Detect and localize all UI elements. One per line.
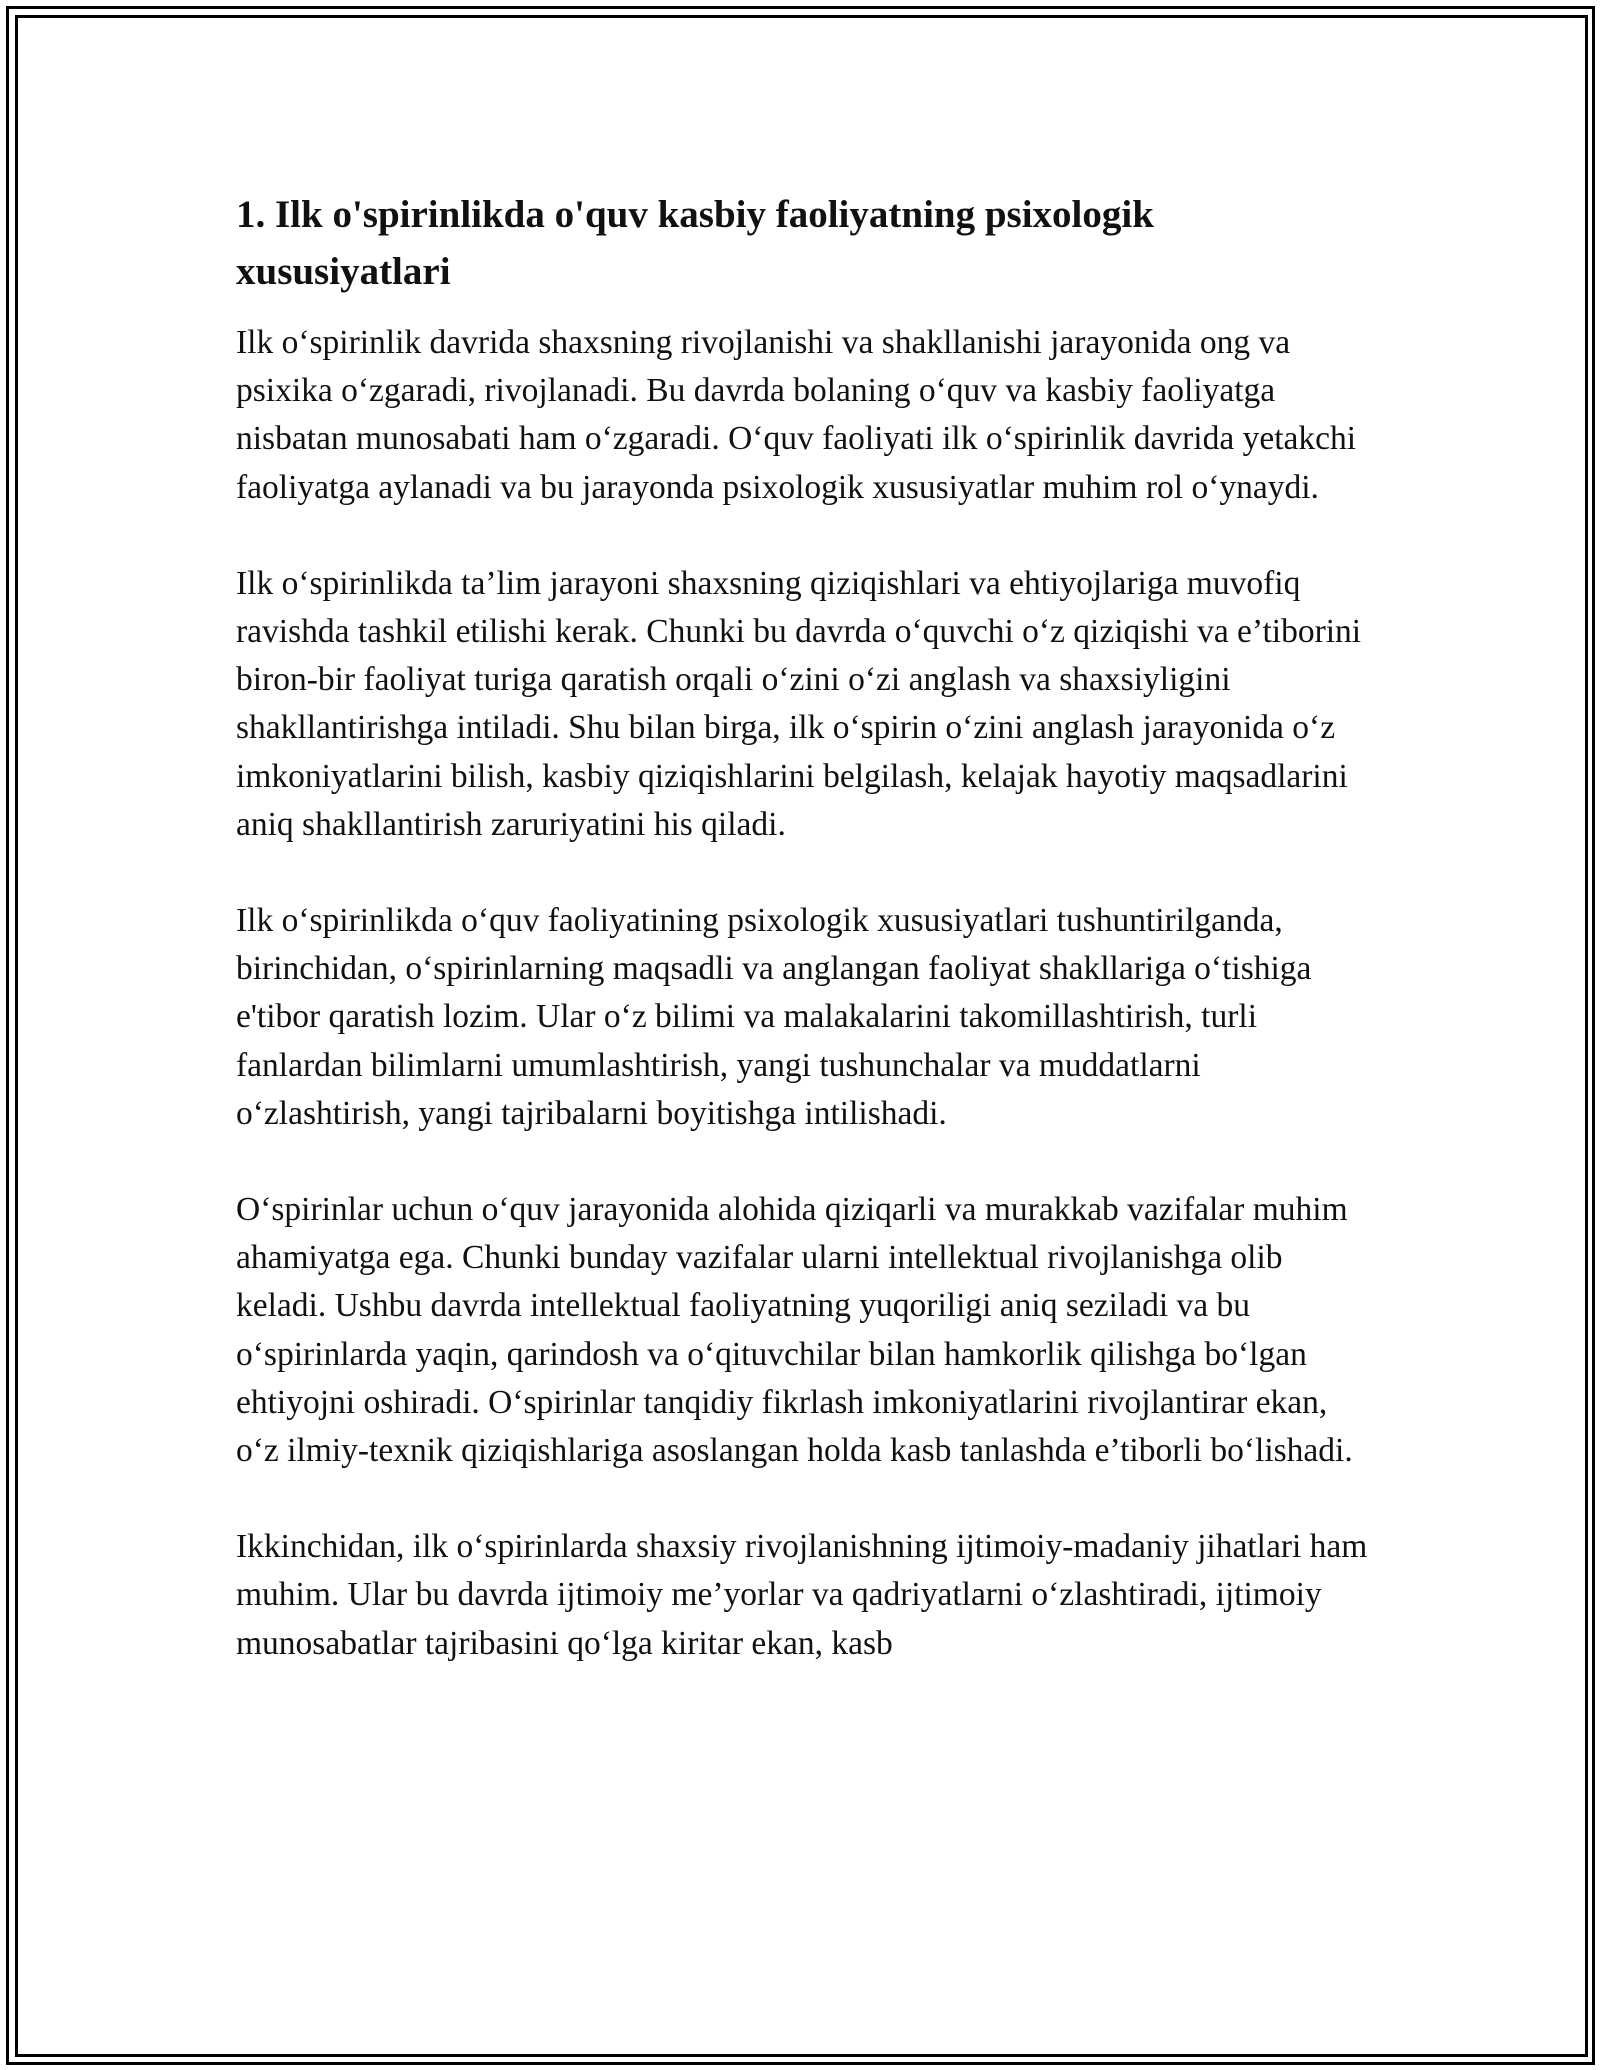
paragraph-5: Ikkinchidan, ilk o‘spirinlarda shaxsiy rivojlanishning ijtimoiy-madaniy jihatlari ham muhim. Ular bu davrda ijtimoiy me’yorlar va qadriyatlarni o‘zlashtiradi, ijtimoiy munosabatlar tajribasini qo‘lga kiritar ekan, kasb xyxy=(236,1528,1368,1662)
paragraph-3: Ilk o‘spirinlikda o‘quv faoliyatining psixologik xususiyatlari tushuntirilganda, birinchidan, o‘spirinlarning maqsadli va anglangan faoliyat shakllariga o‘tishiga e'tibor qaratish lozim. Ular o‘z bilimi va malakalarini takomillashtirish, turli fanlardan bilimlarni umumlashtirish, yangi tushunchalar va muddatlarni o‘zlashtirish, yangi tajribalarni boyitishga intilishadi. xyxy=(236,902,1312,1132)
paragraph-2: Ilk o‘spirinlikda ta’lim jarayoni shaxsning qiziqishlari va ehtiyojlariga muvofiq ravishda tashkil etilishi kerak. Chunki bu davrda o‘quvchi o‘z qiziqishi va e’tiborini biron-bir faoliyat turiga qaratish orqali o‘zini o‘zi anglash va shaxsiyligini shakllantirishga intiladi. Shu bilan birga, ilk o‘spirin o‘zini anglash jarayonida o‘z imkoniyatlarini bilish, kasbiy qiziqishlarini belgilash, kelajak hayotiy maqsadlarini aniq shakllantirish zaruriyatini his qiladi. xyxy=(236,564,1362,843)
document-body xyxy=(236,186,1376,1716)
paragraph-4: O‘spirinlar uchun o‘quv jarayonida alohida qiziqarli va murakkab vazifalar muhim ahamiyatga ega. Chunki bunday vazifalar ularni intellektual rivojlanishga olib keladi. Ushbu davrda intellektual faoliyatning yuqoriligi aniq seziladi va bu o‘spirinlarda yaqin, qarindosh va o‘qituvchilar bilan hamkorlik qilishga bo‘lgan ehtiyojni oshiradi. O‘spirinlar tanqidiy fikrlash imkoniyatlarini rivojlantirar ekan, o‘z ilmiy-texnik qiziqishlariga asoslangan holda kasb tanlashda e’tiborli bo‘lishadi. xyxy=(236,1191,1353,1470)
document-heading: 1. Ilk o'spirinlikda o'quv kasbiy faoliyatning psixologik xususiyatlari xyxy=(236,193,1154,293)
paragraph-1: Ilk o‘spirinlik davrida shaxsning rivojlanishi va shakllanishi jarayonida ong va psixika o‘zgaradi, rivojlanadi. Bu davrda bolaning o‘quv va kasbiy faoliyatga nisbatan munosabati ham o‘zgaradi. O‘quv faoliyati ilk o‘spirinlik davrida yetakchi faoliyatga aylanadi va bu jarayonda psixologik xususiyatlar muhim rol o‘ynaydi. xyxy=(236,324,1357,506)
